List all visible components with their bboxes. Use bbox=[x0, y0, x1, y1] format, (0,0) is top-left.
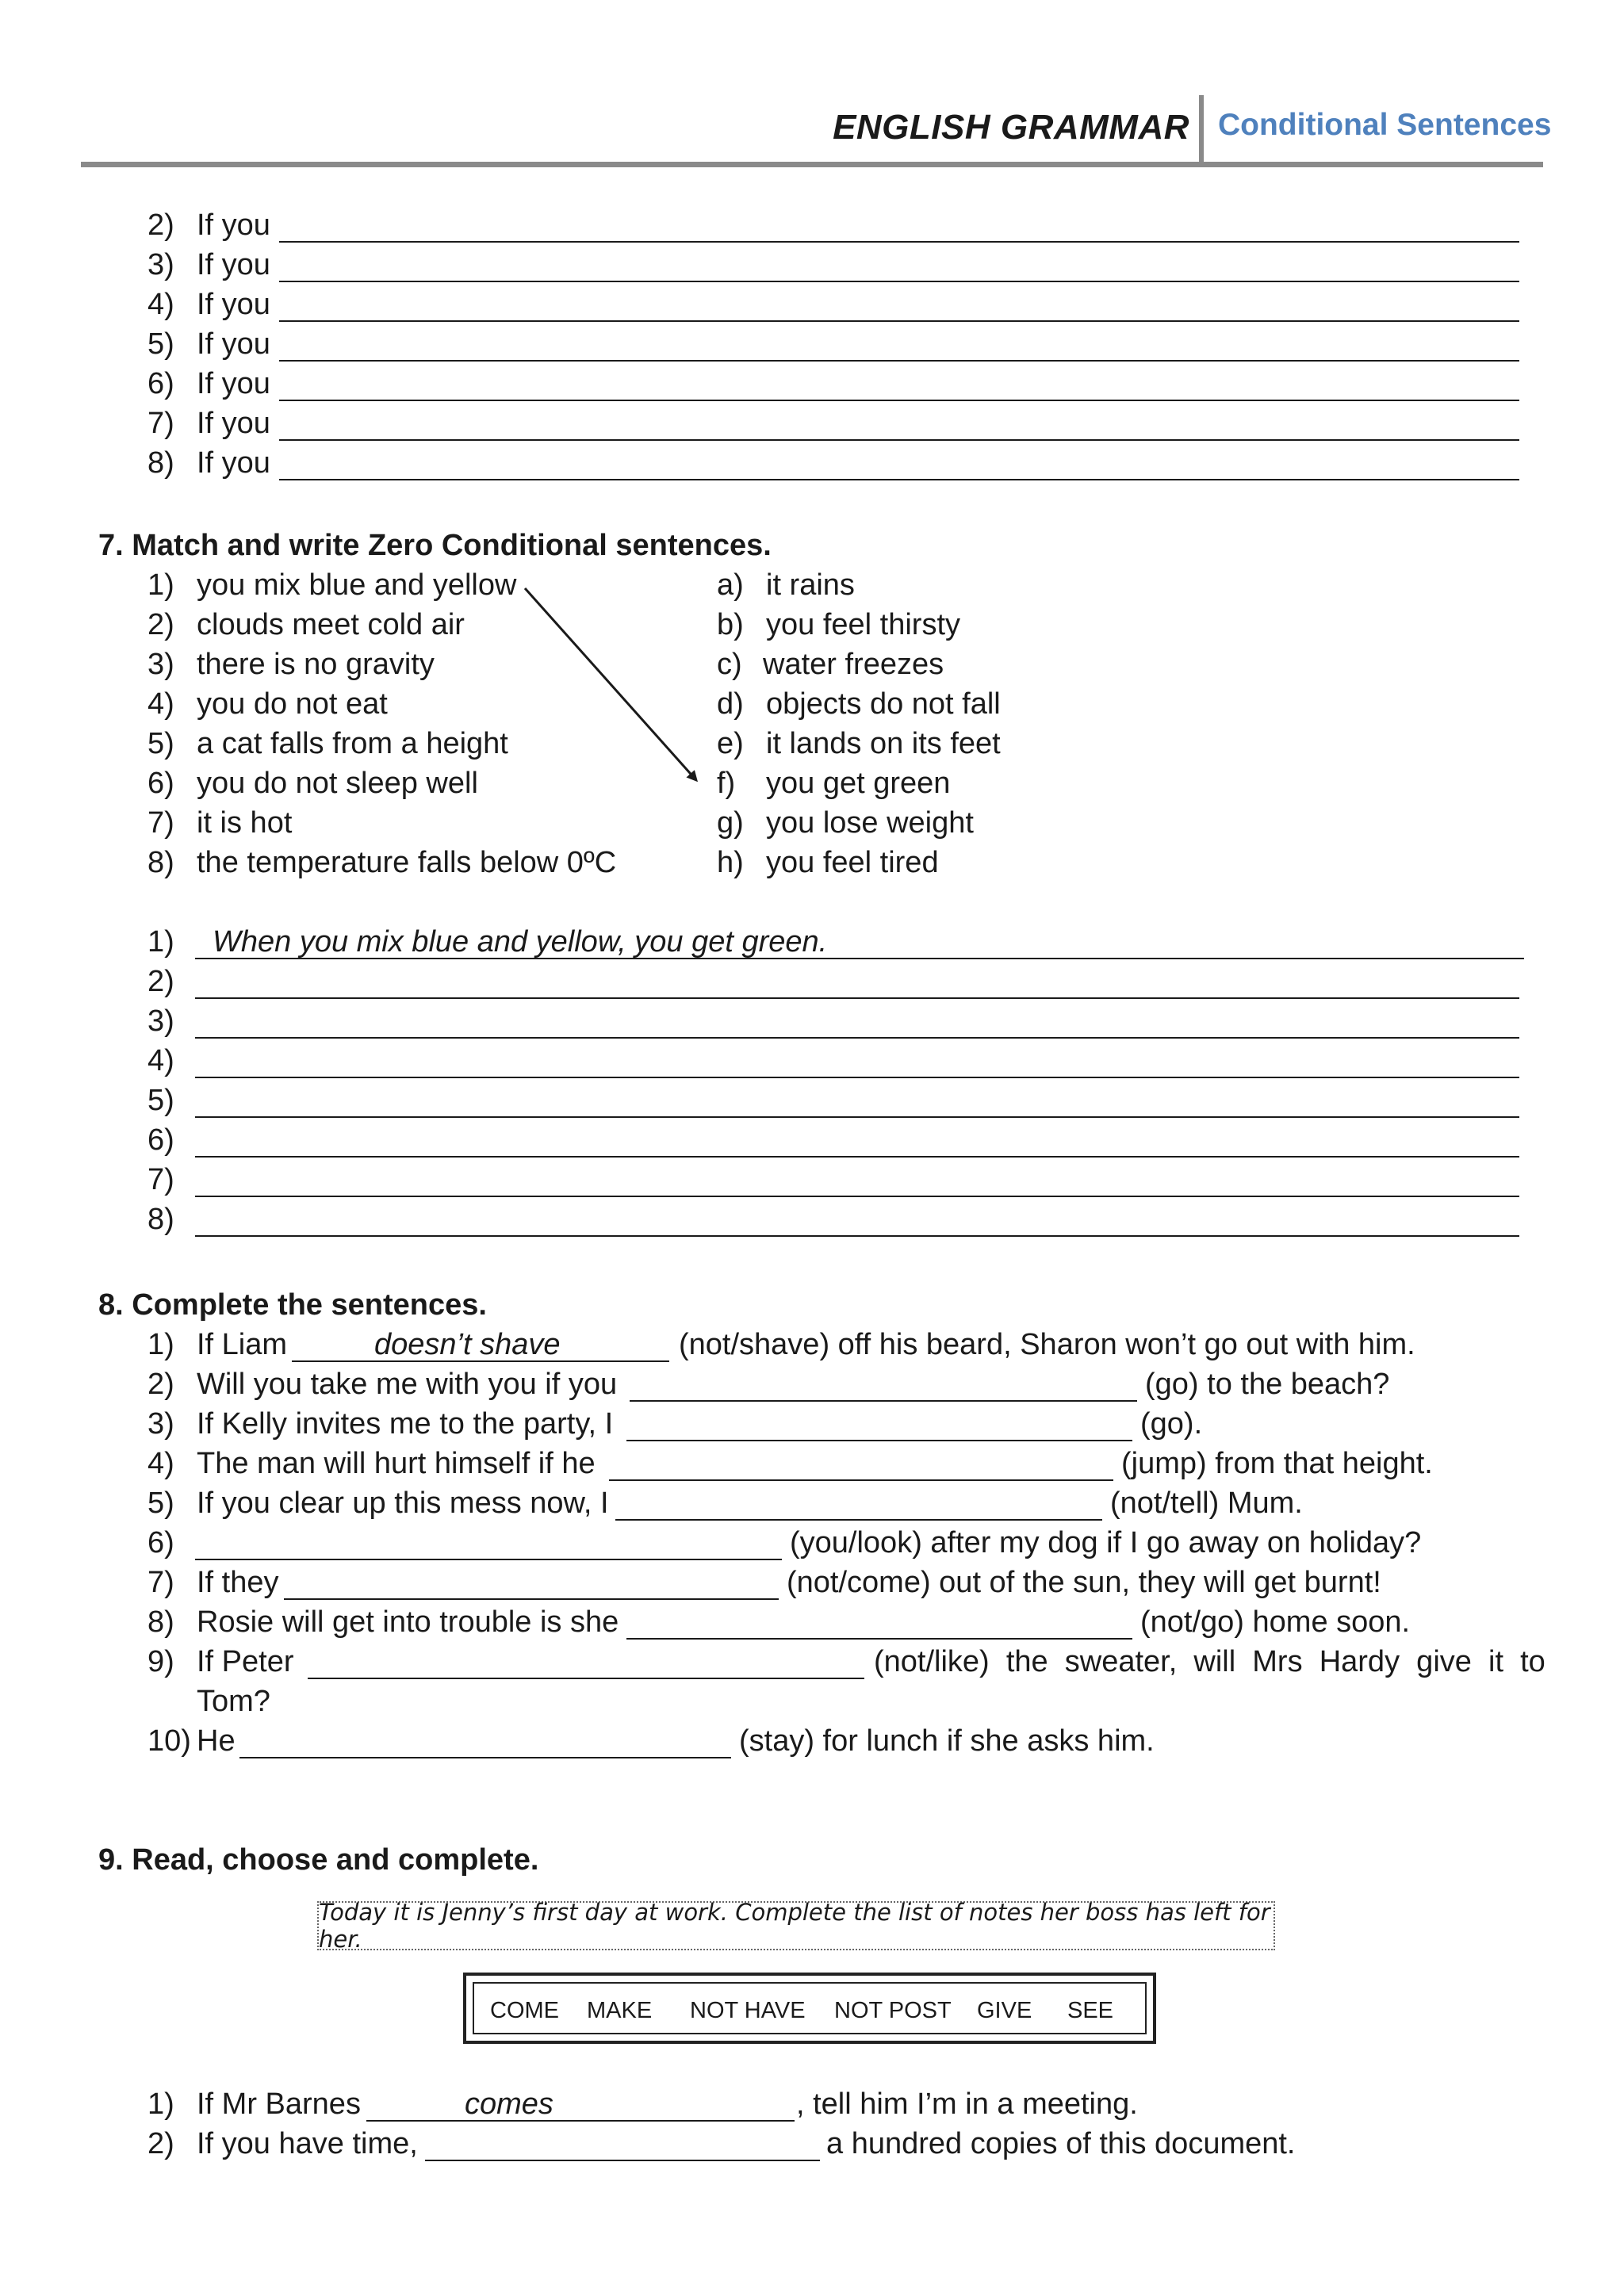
list-letter: f) bbox=[717, 767, 736, 800]
sentence-end: (stay) for lunch if she asks him. bbox=[739, 1724, 1155, 1758]
sentence-start: If Kelly invites me to the party, I bbox=[197, 1407, 614, 1441]
if-you-prefix: If you bbox=[197, 288, 270, 321]
right-item: water freezes bbox=[763, 648, 944, 681]
answer-blank[interactable] bbox=[366, 2088, 795, 2122]
sentence-start: Will you take me with you if you bbox=[197, 1368, 618, 1401]
example-answer: When you mix blue and yellow, you get green. bbox=[213, 925, 828, 959]
list-letter: h) bbox=[717, 846, 744, 879]
answer-blank[interactable] bbox=[279, 209, 1519, 243]
list-number: 5) bbox=[147, 1487, 174, 1520]
sentence-end: (not/shave) off his beard, Sharon won’t go out with him. bbox=[679, 1328, 1415, 1361]
answer-blank[interactable] bbox=[195, 1164, 1519, 1197]
right-item: you feel thirsty bbox=[766, 608, 960, 641]
answer-blank[interactable] bbox=[279, 408, 1519, 441]
sentence-start: If you have time, bbox=[197, 2127, 418, 2160]
if-you-prefix: If you bbox=[197, 367, 270, 400]
header-subtitle: Conditional Sentences bbox=[1218, 108, 1552, 142]
answer-blank[interactable] bbox=[626, 1408, 1132, 1441]
if-you-prefix: If you bbox=[197, 248, 270, 281]
answer-blank[interactable] bbox=[279, 249, 1519, 282]
list-number: 2) bbox=[147, 608, 174, 641]
list-number: 7) bbox=[147, 407, 174, 440]
header-title: ENGLISH GRAMMAR bbox=[833, 108, 1189, 147]
list-number: 7) bbox=[147, 1566, 174, 1599]
answer-blank[interactable] bbox=[284, 1567, 779, 1600]
sentence-end: (go). bbox=[1140, 1407, 1203, 1441]
word-bank-item: MAKE bbox=[587, 1998, 653, 2023]
if-you-prefix: If you bbox=[197, 407, 270, 440]
list-letter: a) bbox=[717, 568, 744, 602]
sentence-end: (not/tell) Mum. bbox=[1110, 1487, 1303, 1520]
left-item: clouds meet cold air bbox=[197, 608, 465, 641]
sentence-start: If Mr Barnes bbox=[197, 2087, 361, 2121]
list-number: 7) bbox=[147, 1163, 174, 1196]
example-answer: comes bbox=[465, 2087, 553, 2121]
list-number: 6) bbox=[147, 767, 174, 800]
list-number: 1) bbox=[147, 1328, 174, 1361]
right-item: objects do not fall bbox=[766, 687, 1001, 721]
list-number: 5) bbox=[147, 1084, 174, 1117]
sentence-start: If Peter bbox=[197, 1645, 294, 1678]
list-number: 8) bbox=[147, 846, 174, 879]
answer-blank[interactable] bbox=[609, 1448, 1113, 1481]
right-item: you get green bbox=[766, 767, 951, 800]
list-number: 8) bbox=[147, 1203, 174, 1236]
left-item: you mix blue and yellow bbox=[197, 568, 517, 602]
sentence-end: (not/like) the sweater, will Mrs Hardy give it to bbox=[874, 1645, 1545, 1678]
right-item: it rains bbox=[766, 568, 855, 602]
if-you-prefix: If you bbox=[197, 209, 270, 242]
if-you-prefix: If you bbox=[197, 446, 270, 480]
sentence-start: If they bbox=[197, 1566, 279, 1599]
list-letter: d) bbox=[717, 687, 744, 721]
sentence-start: If you clear up this mess now, I bbox=[197, 1487, 609, 1520]
right-item: you lose weight bbox=[766, 806, 974, 840]
word-bank-inner-border bbox=[473, 1982, 1147, 2034]
answer-blank[interactable] bbox=[630, 1368, 1137, 1402]
sentence-end: (jump) from that height. bbox=[1121, 1447, 1433, 1480]
word-bank bbox=[463, 1973, 1156, 2044]
list-number: 4) bbox=[147, 1044, 174, 1077]
instruction-note bbox=[317, 1899, 1275, 1953]
list-number: 6) bbox=[147, 367, 174, 400]
list-number: 8) bbox=[147, 446, 174, 480]
answer-blank[interactable] bbox=[195, 1045, 1519, 1078]
answer-blank[interactable] bbox=[279, 447, 1519, 480]
list-number: 7) bbox=[147, 806, 174, 840]
right-item: it lands on its feet bbox=[766, 727, 1001, 760]
answer-blank[interactable] bbox=[195, 1005, 1519, 1039]
left-item: there is no gravity bbox=[197, 648, 435, 681]
sentence-start: He bbox=[197, 1724, 236, 1758]
sentence-start: If Liam bbox=[197, 1328, 288, 1361]
answer-blank[interactable] bbox=[626, 1606, 1132, 1640]
instruction-note-text: Today it is Jenny’s first day at work. Complete the list of notes her boss has left for her. bbox=[319, 1899, 1270, 1953]
exercise-7-title: 7. Match and write Zero Conditional sentences. bbox=[98, 529, 772, 562]
answer-blank[interactable] bbox=[279, 368, 1519, 401]
list-number: 2) bbox=[147, 1368, 174, 1401]
exercise-9-title: 9. Read, choose and complete. bbox=[98, 1843, 539, 1877]
sentence-end: (not/go) home soon. bbox=[1140, 1605, 1411, 1639]
sentence-start: Rosie will get into trouble is she bbox=[197, 1605, 619, 1639]
word-bank-item: NOT HAVE bbox=[690, 1998, 806, 2023]
list-number: 1) bbox=[147, 2087, 174, 2121]
list-number: 3) bbox=[147, 248, 174, 281]
sentence-end: a hundred copies of this document. bbox=[826, 2127, 1296, 2160]
word-bank-item: NOT POST bbox=[834, 1998, 952, 2023]
list-letter: b) bbox=[717, 608, 744, 641]
list-number: 9) bbox=[147, 1645, 174, 1678]
answer-blank[interactable] bbox=[425, 2128, 820, 2161]
list-number: 2) bbox=[147, 209, 174, 242]
list-number: 3) bbox=[147, 648, 174, 681]
list-number: 1) bbox=[147, 925, 174, 959]
left-item: you do not eat bbox=[197, 687, 388, 721]
left-item: a cat falls from a height bbox=[197, 727, 508, 760]
list-letter: g) bbox=[717, 806, 744, 840]
if-you-prefix: If you bbox=[197, 327, 270, 361]
answer-blank[interactable] bbox=[615, 1487, 1102, 1521]
list-letter: e) bbox=[717, 727, 744, 760]
list-number: 6) bbox=[147, 1526, 174, 1559]
answer-blank[interactable] bbox=[195, 1203, 1519, 1237]
left-item: it is hot bbox=[197, 806, 293, 840]
sentence-continuation: Tom? bbox=[197, 1685, 270, 1718]
list-number: 5) bbox=[147, 727, 174, 760]
list-number: 2) bbox=[147, 965, 174, 998]
list-number: 3) bbox=[147, 1004, 174, 1038]
list-number: 4) bbox=[147, 687, 174, 721]
sentence-start: The man will hurt himself if he bbox=[197, 1447, 596, 1480]
word-bank-item: SEE bbox=[1067, 1998, 1114, 2023]
left-item: you do not sleep well bbox=[197, 767, 478, 800]
answer-blank[interactable] bbox=[279, 328, 1519, 362]
answer-blank[interactable] bbox=[195, 1085, 1519, 1118]
left-item: the temperature falls below 0ºC bbox=[197, 846, 617, 879]
list-number: 10) bbox=[147, 1724, 191, 1758]
answer-blank[interactable] bbox=[195, 1124, 1519, 1158]
list-number: 8) bbox=[147, 1605, 174, 1639]
list-number: 5) bbox=[147, 327, 174, 361]
list-number: 1) bbox=[147, 568, 174, 602]
list-number: 4) bbox=[147, 1447, 174, 1480]
answer-blank[interactable] bbox=[308, 1646, 864, 1679]
header-rule bbox=[81, 162, 1543, 167]
answer-blank[interactable] bbox=[239, 1725, 731, 1758]
exercise-8-title: 8. Complete the sentences. bbox=[98, 1288, 487, 1322]
sentence-end: (you/look) after my dog if I go away on holiday? bbox=[790, 1526, 1422, 1559]
word-bank-item: COME bbox=[490, 1998, 559, 2023]
word-bank-item: GIVE bbox=[977, 1998, 1032, 2023]
list-number: 4) bbox=[147, 288, 174, 321]
list-number: 6) bbox=[147, 1123, 174, 1157]
list-number: 2) bbox=[147, 2127, 174, 2160]
sentence-end: (not/come) out of the sun, they will get burnt! bbox=[787, 1566, 1381, 1599]
right-item: you feel tired bbox=[766, 846, 939, 879]
answer-blank[interactable] bbox=[279, 289, 1519, 322]
answer-blank[interactable] bbox=[195, 966, 1519, 999]
example-answer: doesn’t shave bbox=[374, 1328, 561, 1361]
header-separator bbox=[1199, 95, 1204, 163]
answer-blank[interactable] bbox=[195, 1527, 782, 1560]
sentence-end: (go) to the beach? bbox=[1145, 1368, 1390, 1401]
list-number: 3) bbox=[147, 1407, 174, 1441]
list-letter: c) bbox=[717, 648, 742, 681]
sentence-end: , tell him I’m in a meeting. bbox=[796, 2087, 1138, 2121]
